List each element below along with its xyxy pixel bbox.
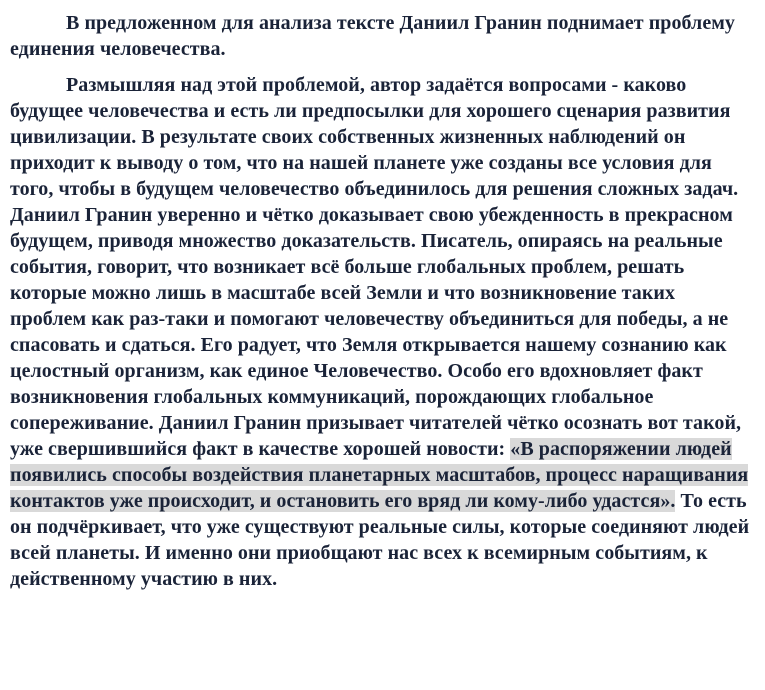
analysis-paragraph: [10, 72, 756, 592]
intro-paragraph: В предложенном для анализа тексте Даниил Гранин поднимает проблему единения человечества.: [10, 12, 735, 60]
analysis-text-after-quote: То есть он подчёркивает, что уже существуют реальные силы, которые соединяют людей всей планеты. И именно они приобщают нас всех к всемирным событиям, к действенному участию в них.: [10, 490, 750, 590]
analysis-text-before-quote: Размышляя над этой проблемой, автор задаётся вопросами - каково будущее человечества и есть ли предпосылки для хорошего сценария развития цивилизации. В результате своих собственных жизненных наблюдений он приходит к выводу о том, что на нашей планете уже созданы все условия для того, чтобы в будущем человечество объединилось для решения сложных задач. Даниил Гранин уверенно и чётко доказывает свою убежденность в прекрасном будущем, приводя множество доказательств. Писатель, опираясь на реальные события, говорит, что возникает всё больше глобальных проблем, решать которые можно лишь в масштабе всей Земли и что возникновение таких проблем как раз-таки и помогают человечеству объединиться для победы, а не спасовать и сдаться. Его радует, что Земля открывается нашему сознанию как целостный организм, как единое Человечество. Особо его вдохновляет факт возникновения глобальных коммуникаций, порождающих глобальное сопереживание. Даниил Гранин призывает читателей чётко осознать вот такой, уже свершившийся факт в качестве хорошей новости:: [10, 74, 742, 460]
highlighted-quote: «В распоряжении людей появились способы воздействия планетарных масштабов, процесс наращивания контактов уже происходит, и остановить его вряд ли кому-либо удастся».: [10, 438, 749, 512]
